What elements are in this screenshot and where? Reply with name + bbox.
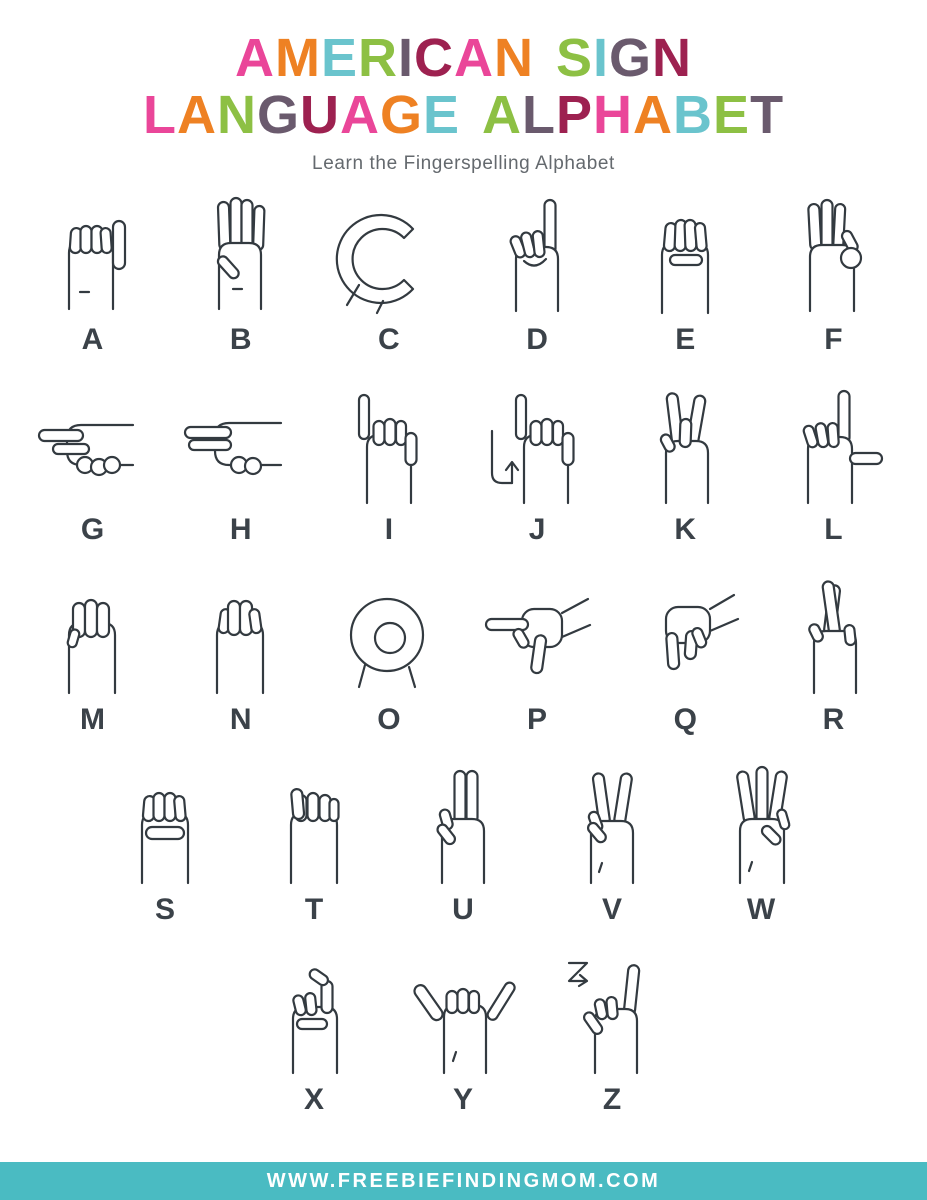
sign-cell-o — [324, 575, 454, 737]
sign-letter-label: R — [822, 703, 846, 736]
title-letter: G — [379, 85, 423, 145]
sign-letter-label: V — [601, 893, 623, 926]
sign-letter-label: J — [528, 513, 547, 546]
title-letter: I — [593, 28, 610, 88]
title-letter: T — [750, 85, 785, 145]
title-letter: A — [339, 85, 380, 145]
hand-sign-w-icon — [699, 765, 825, 887]
title-letter: I — [397, 28, 414, 88]
hand-sign-l-icon — [771, 385, 897, 507]
sign-cell-q — [621, 575, 751, 737]
sign-cell-r — [769, 575, 899, 737]
hand-sign-k-icon — [623, 385, 749, 507]
sign-cell-f — [769, 195, 899, 357]
sign-letter-label: A — [81, 323, 105, 356]
sign-cell-t — [250, 765, 380, 927]
hand-sign-n-icon — [178, 575, 304, 697]
hand-sign-f-icon — [771, 195, 897, 317]
title-letter: A — [453, 28, 494, 88]
sign-letter-label: U — [452, 893, 475, 926]
hand-sign-q-icon — [623, 575, 749, 697]
footer-bar — [0, 1162, 927, 1200]
sign-cell-m — [28, 575, 158, 737]
hand-sign-c-icon — [326, 195, 452, 317]
sign-letter-label: F — [824, 323, 844, 356]
sign-cell-d — [473, 195, 603, 357]
hand-sign-e-icon — [623, 195, 749, 317]
title-letter: A — [633, 85, 674, 145]
sign-row-5 — [0, 955, 927, 1117]
hand-sign-x-icon — [252, 955, 378, 1077]
title-line-1 — [0, 30, 927, 87]
sign-cell-p — [473, 575, 603, 737]
hand-sign-h-icon — [178, 385, 304, 507]
sign-letter-label: P — [527, 703, 549, 736]
hand-sign-r-icon — [771, 575, 897, 697]
sign-letter-label: H — [229, 513, 253, 546]
hand-sign-s-icon — [103, 765, 229, 887]
sign-letter-label: L — [824, 513, 844, 546]
sign-cell-y — [399, 955, 529, 1117]
title-letter: N — [652, 28, 693, 88]
sign-letter-label: S — [154, 893, 176, 926]
title-letter: P — [556, 85, 594, 145]
sign-row-1 — [0, 195, 927, 357]
title-letter: N — [216, 85, 257, 145]
sign-letter-label: T — [304, 893, 325, 926]
hand-sign-m-icon — [30, 575, 156, 697]
sign-cell-c — [324, 195, 454, 357]
title-letter: A — [482, 85, 522, 145]
sign-letter-label: N — [229, 703, 253, 736]
title-letter: A — [176, 85, 217, 145]
sign-letter-label: K — [674, 513, 698, 546]
sign-letter-label: W — [746, 893, 777, 926]
sign-letter-label: Y — [452, 1083, 474, 1116]
sign-cell-a — [28, 195, 158, 357]
hand-sign-z-icon — [550, 955, 676, 1077]
title-block — [0, 0, 927, 175]
sign-row-2 — [0, 385, 927, 547]
hand-sign-i-icon — [326, 385, 452, 507]
title-letter: G — [609, 28, 653, 88]
sign-letter-label: B — [229, 323, 253, 356]
sign-cell-h — [176, 385, 306, 547]
title-letter: E — [713, 85, 751, 145]
sign-row-4 — [0, 765, 927, 927]
sign-letter-label: C — [378, 323, 401, 356]
title-letter: H — [593, 85, 634, 145]
title-letter: U — [299, 85, 340, 145]
sign-cell-e — [621, 195, 751, 357]
title-letter: E — [320, 28, 358, 88]
sign-letter-label: O — [377, 703, 402, 736]
footer-url: WWW.FREEBIEFINDINGMOM.COM — [266, 1169, 661, 1192]
title-letter: N — [493, 28, 534, 88]
sign-cell-i — [324, 385, 454, 547]
sign-cell-b — [176, 195, 306, 357]
sign-cell-u — [399, 765, 529, 927]
sign-letter-label: Z — [602, 1083, 623, 1116]
title-letter: C — [413, 28, 454, 88]
sign-letter-label: Q — [673, 703, 698, 736]
hand-sign-a-icon — [30, 195, 156, 317]
sign-cell-l — [769, 385, 899, 547]
sign-cell-n — [176, 575, 306, 737]
sign-letter-label: E — [675, 323, 697, 356]
signs-grid — [0, 195, 927, 1117]
subtitle: Learn the Fingerspelling Alphabet — [312, 153, 615, 174]
sign-letter-label: X — [303, 1083, 325, 1116]
hand-sign-o-icon — [326, 575, 452, 697]
hand-sign-y-icon — [401, 955, 527, 1077]
sign-letter-label: I — [384, 513, 395, 546]
hand-sign-v-icon — [550, 765, 676, 887]
sign-cell-k — [621, 385, 751, 547]
title-letter: R — [357, 28, 398, 88]
title-letter: B — [673, 85, 714, 145]
sign-letter-label: D — [526, 323, 549, 356]
hand-sign-p-icon — [475, 575, 601, 697]
title-letter: A — [234, 28, 275, 88]
title-line-2 — [0, 87, 927, 144]
title-letter: E — [422, 85, 460, 145]
hand-sign-g-icon — [30, 385, 156, 507]
hand-sign-t-icon — [252, 765, 378, 887]
title-letter: L — [142, 85, 177, 145]
title-letter: L — [522, 85, 556, 145]
sign-cell-j — [473, 385, 603, 547]
sign-row-3 — [0, 575, 927, 737]
hand-sign-j-icon — [475, 385, 601, 507]
sign-letter-label: M — [80, 703, 106, 736]
sign-letter-label: G — [80, 513, 106, 546]
title-letter: M — [274, 28, 321, 88]
sign-cell-x — [250, 955, 380, 1117]
title-letter: S — [555, 28, 594, 88]
hand-sign-b-icon — [178, 195, 304, 317]
sign-cell-v — [548, 765, 678, 927]
sign-cell-w — [697, 765, 827, 927]
hand-sign-u-icon — [401, 765, 527, 887]
sign-cell-s — [101, 765, 231, 927]
sign-cell-g — [28, 385, 158, 547]
sign-cell-z — [548, 955, 678, 1117]
title-letter: G — [256, 85, 300, 145]
hand-sign-d-icon — [475, 195, 601, 317]
